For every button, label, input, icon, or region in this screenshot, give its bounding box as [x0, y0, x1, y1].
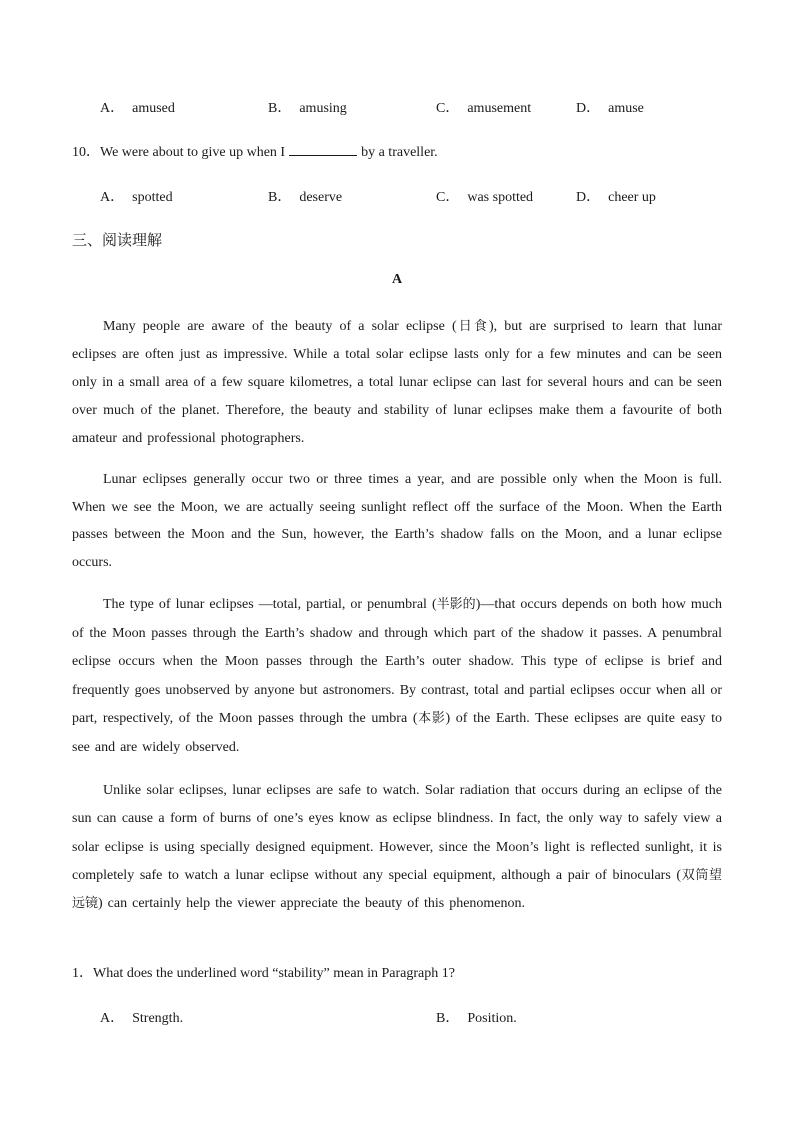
paragraph-text: ) can certainly help the viewer appreciate the beauty of this phenomenon.: [98, 896, 526, 912]
paragraph-text: Many people are aware of the beauty of a solar eclipse (: [103, 319, 457, 334]
option-letter: B．: [268, 190, 292, 205]
paragraph-1: [72, 313, 722, 453]
option-letter: C．: [436, 101, 460, 116]
option-text: Position.: [467, 1011, 517, 1026]
question-number: 10．: [72, 145, 100, 160]
chinese-gloss: 半影的: [436, 597, 476, 612]
q10-option-d[interactable]: [576, 186, 656, 206]
option-text: cheer up: [608, 190, 656, 205]
option-text: was spotted: [467, 190, 534, 205]
passage-title: A: [391, 272, 403, 287]
question-10: [72, 141, 438, 161]
q9-option-a[interactable]: [100, 97, 175, 117]
paragraph-text: )—that occurs depends on both how much of the Moon passes through the Earth’s shadow and through which part of the shadow it passes. A penumbral eclipse occurs when the Moon passes through the Earth’s outer shadow. This type of eclipse is brief and frequently goes unobserved by anyone but astronomers. By contrast, total and partial eclipses occur when all or part, respectively, of the Moon passes through the umbra (: [72, 597, 722, 727]
question-number: 1．: [72, 966, 93, 981]
option-letter: D．: [576, 101, 601, 116]
paragraph-2: Lunar eclipses generally occur two or three times a year, and are possible only when the Moon is full. When we see the Moon, we are actually seeing sunlight reflect off the surface of the Moon. When the Earth passes between the Moon and the Sun, however, the Earth’s shadow falls on the Moon, and a lunar eclipse occurs.: [72, 472, 722, 570]
paragraph-text: Unlike solar eclipses, lunar eclipses are safe to watch. Solar radiation that occurs during an eclipse of the sun can cause a form of burns of one’s eyes know as eclipse blindness. In fact, the only way to safely view a solar eclipse is using specially designed equipment. However, since the Moon’s light is reflected sunlight, it is completely safe to watch a lunar eclipse without any special equipment, although a pair of binoculars (: [72, 783, 722, 883]
option-text: deserve: [299, 190, 343, 205]
question-text: What does the underlined word “stability” mean in Paragraph 1?: [93, 966, 455, 981]
answer-blank[interactable]: [289, 143, 357, 156]
chinese-gloss: 日食: [456, 319, 489, 334]
paragraph-text: ) of the Earth. These eclipses are quite easy to see and are widely observed.: [72, 711, 722, 755]
option-letter: C．: [436, 190, 460, 205]
paragraph-text: The type of lunar eclipses —total, partial, or penumbral (: [103, 597, 437, 612]
q10-option-b[interactable]: [268, 186, 342, 206]
option-letter: A．: [100, 101, 125, 116]
q9-options: [0, 97, 794, 119]
section-heading: 三、阅读理解: [72, 231, 163, 249]
chinese-gloss: 双筒望远镜: [72, 867, 722, 912]
question-text-after: by a traveller.: [361, 145, 438, 160]
q10-option-c[interactable]: [436, 186, 533, 206]
option-letter: A．: [100, 190, 125, 205]
question-1: [72, 962, 455, 982]
chinese-gloss: 本影: [417, 711, 446, 727]
option-letter: B．: [436, 1011, 460, 1026]
q10-options: [0, 186, 794, 208]
q9-option-b[interactable]: [268, 97, 347, 117]
option-letter: D．: [576, 190, 601, 205]
paragraph-4: [72, 777, 722, 918]
option-text: amused: [132, 101, 175, 116]
paragraph-3: [72, 591, 722, 763]
option-text: spotted: [132, 190, 173, 205]
option-letter: B．: [268, 101, 292, 116]
option-text: Strength.: [132, 1011, 184, 1026]
option-letter: A．: [100, 1011, 125, 1026]
paragraph-text: ), but are surprised to learn that lunar eclipses are often just as impressive. While a total solar eclipse lasts only for a few minutes and can be seen only in a small area of a few square kilometres, a total lunar eclipse can last for several hours and can be seen over much of the planet. Therefore, the beauty and stability of lunar eclipses make them a favourite of both amateur and professional photographers.: [72, 319, 722, 446]
q9-option-d[interactable]: [576, 97, 644, 117]
q10-option-a[interactable]: [100, 186, 173, 206]
q1-option-b[interactable]: [436, 1007, 517, 1027]
option-text: amusing: [299, 101, 347, 116]
q9-option-c[interactable]: [436, 97, 531, 117]
question-text-before: We were about to give up when I: [100, 145, 286, 160]
option-text: amusement: [467, 101, 532, 116]
q1-options: [0, 1007, 794, 1029]
option-text: amuse: [608, 101, 644, 116]
q1-option-a[interactable]: [100, 1007, 183, 1027]
